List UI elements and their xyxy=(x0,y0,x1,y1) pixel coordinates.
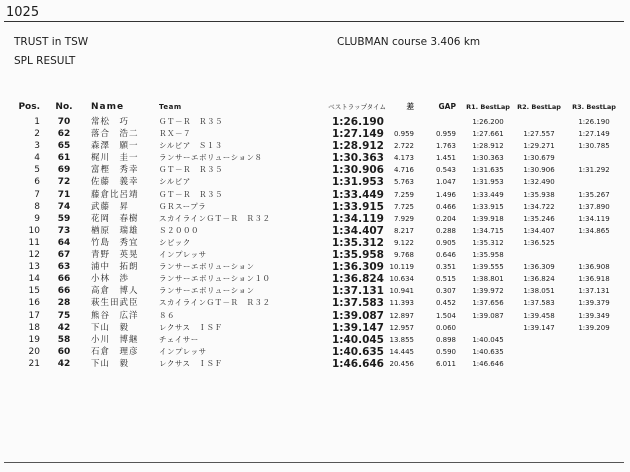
course-info: CLUBMAN course 3.406 km xyxy=(337,36,481,48)
table-row xyxy=(0,322,630,334)
cell-r3: 1:35.267 xyxy=(578,190,610,199)
cell-diff: 9.768 xyxy=(393,251,414,260)
cell-team: ＧＴ－Ｒ Ｒ３５ xyxy=(159,165,223,175)
cell-team: レクサス ＩＳＦ xyxy=(159,322,223,332)
cell-gap: 0.204 xyxy=(435,214,456,223)
cell-name: 下山 毅 xyxy=(91,322,130,333)
cell-best: 1:34.119 xyxy=(331,212,384,225)
cell-no: 72 xyxy=(57,177,71,188)
cell-best: 1:27.149 xyxy=(331,128,384,141)
cell-r1: 1:38.801 xyxy=(472,275,504,284)
cell-name: 森澤 願一 xyxy=(91,141,139,152)
table-row xyxy=(0,152,630,164)
cell-name: 楢原 瑞雄 xyxy=(91,225,139,236)
cell-gap: 0.959 xyxy=(435,130,456,139)
cell-pos: 20 xyxy=(28,346,40,357)
cell-team: シビック xyxy=(159,237,191,247)
cell-diff: 0.959 xyxy=(393,130,414,139)
table-row xyxy=(0,201,630,213)
cell-gap: 0.515 xyxy=(435,275,456,284)
cell-no: 75 xyxy=(57,310,71,321)
table-row xyxy=(0,164,630,176)
header-best-lap: ベストラップタイム xyxy=(328,103,386,111)
cell-name: 萩生田武臣 xyxy=(91,298,139,309)
cell-pos: 2 xyxy=(34,129,40,140)
cell-name: 浦中 拓朗 xyxy=(91,262,139,273)
cell-no: 62 xyxy=(57,129,71,140)
cell-best: 1:35.312 xyxy=(331,236,384,249)
cell-no: 67 xyxy=(57,250,71,261)
bottom-rule xyxy=(4,462,624,463)
cell-diff: 11.393 xyxy=(389,299,414,308)
cell-best: 1:39.147 xyxy=(331,321,384,334)
cell-pos: 13 xyxy=(28,262,40,273)
cell-r2: 1:35.246 xyxy=(523,214,555,223)
cell-r1: 1:39.972 xyxy=(472,287,504,296)
cell-pos: 10 xyxy=(28,225,40,236)
cell-r3: 1:30.785 xyxy=(578,142,610,151)
cell-diff: 13.855 xyxy=(389,335,414,344)
cell-pos: 14 xyxy=(28,274,40,285)
header-pos: Pos. xyxy=(18,102,40,112)
cell-gap: 1.504 xyxy=(435,311,456,320)
cell-r2: 1:34.722 xyxy=(523,202,555,211)
cell-team: ランサーエボリューション xyxy=(159,286,255,296)
cell-r2: 1:30.679 xyxy=(523,154,555,163)
cell-team: Ｓ２０００ xyxy=(159,225,199,235)
cell-name: 藤倉比呂靖 xyxy=(91,189,139,200)
cell-no: 42 xyxy=(57,358,71,369)
cell-best: 1:35.958 xyxy=(331,249,384,262)
cell-name: 常松 巧 xyxy=(91,117,130,127)
cell-no: 70 xyxy=(57,117,71,127)
cell-diff: 7.259 xyxy=(393,190,414,199)
cell-no: 28 xyxy=(57,298,71,309)
table-row xyxy=(0,213,630,225)
cell-no: 63 xyxy=(57,262,71,273)
cell-r1: 1:28.912 xyxy=(472,142,504,151)
cell-team: チェイサー xyxy=(159,334,199,344)
cell-r1: 1:34.715 xyxy=(472,226,504,235)
header-team: Team xyxy=(159,103,182,111)
cell-gap: 0.452 xyxy=(435,299,456,308)
results-table xyxy=(0,116,630,370)
cell-diff: 7.725 xyxy=(393,202,414,211)
table-row xyxy=(0,346,630,358)
cell-pos: 18 xyxy=(28,322,40,333)
cell-r3: 1:36.918 xyxy=(578,275,610,284)
cell-diff: 10.941 xyxy=(389,287,414,296)
cell-team: ＧＲスープラ xyxy=(159,201,207,211)
cell-best: 1:28.912 xyxy=(331,140,384,153)
cell-r1: 1:35.958 xyxy=(472,251,504,260)
cell-name: 下山 毅 xyxy=(91,358,130,369)
cell-no: 60 xyxy=(57,346,71,357)
table-row xyxy=(0,249,630,261)
cell-name: 梶川 圭一 xyxy=(91,153,139,164)
cell-r2: 1:35.938 xyxy=(523,190,555,199)
cell-diff: 20.456 xyxy=(389,359,414,368)
cell-team: インプレッサ xyxy=(159,346,207,356)
cell-diff: 12.897 xyxy=(389,311,414,320)
cell-diff: 7.929 xyxy=(393,214,414,223)
cell-pos: 5 xyxy=(34,165,40,176)
cell-name: 青野 英晃 xyxy=(91,250,139,261)
table-row xyxy=(0,273,630,285)
cell-diff: 9.122 xyxy=(393,238,414,247)
cell-gap: 0.060 xyxy=(435,323,456,332)
cell-r2: 1:36.525 xyxy=(523,238,555,247)
table-row xyxy=(0,261,630,273)
cell-r1: 1:37.656 xyxy=(472,299,504,308)
cell-best: 1:26.190 xyxy=(331,116,384,128)
cell-pos: 3 xyxy=(34,141,40,152)
cell-r3: 1:34.119 xyxy=(578,214,610,223)
cell-diff: 4.716 xyxy=(393,166,414,175)
cell-gap: 0.646 xyxy=(435,251,456,260)
cell-pos: 12 xyxy=(28,250,40,261)
cell-name: 石倉 理彦 xyxy=(91,346,139,357)
cell-name: 高倉 博人 xyxy=(91,286,139,297)
cell-gap: 0.307 xyxy=(435,287,456,296)
table-row xyxy=(0,128,630,140)
cell-no: 66 xyxy=(57,274,71,285)
cell-diff: 2.722 xyxy=(393,142,414,151)
cell-gap: 0.898 xyxy=(435,335,456,344)
header-r2: R2. BestLap xyxy=(517,103,561,111)
cell-name: 富樫 秀幸 xyxy=(91,165,139,176)
cell-gap: 6.011 xyxy=(435,359,456,368)
cell-no: 69 xyxy=(57,165,71,176)
cell-r1: 1:35.312 xyxy=(472,238,504,247)
cell-team: ＲＸ－７ xyxy=(159,129,191,139)
cell-pos: 8 xyxy=(34,201,40,212)
cell-gap: 0.351 xyxy=(435,263,456,272)
cell-team: レクサス ＩＳＦ xyxy=(159,358,223,368)
cell-gap: 1.451 xyxy=(435,154,456,163)
table-row xyxy=(0,358,630,370)
cell-team: ランサーエボリューション１０ xyxy=(159,274,271,284)
cell-name: 佐藤 義幸 xyxy=(91,177,139,188)
cell-name: 熊谷 広洋 xyxy=(91,310,139,321)
cell-best: 1:30.906 xyxy=(331,164,384,177)
cell-r1: 1:27.661 xyxy=(472,130,504,139)
header-diff: 差 xyxy=(406,102,414,111)
table-row xyxy=(0,285,630,297)
cell-r1: 1:40.635 xyxy=(472,347,504,356)
cell-r2: 1:37.583 xyxy=(523,299,555,308)
header-no: No. xyxy=(55,102,73,112)
cell-r1: 1:31.635 xyxy=(472,166,504,175)
table-row xyxy=(0,310,630,322)
table-row xyxy=(0,176,630,188)
cell-r1: 1:39.918 xyxy=(472,214,504,223)
cell-r2: 1:30.906 xyxy=(523,166,555,175)
cell-team: ランサーエボリューション８ xyxy=(159,153,263,163)
cell-pos: 19 xyxy=(28,334,40,345)
cell-no: 58 xyxy=(57,334,71,345)
cell-diff: 12.957 xyxy=(389,323,414,332)
cell-name: 小林 渉 xyxy=(91,274,130,285)
cell-pos: 16 xyxy=(28,298,40,309)
cell-r3: 1:36.908 xyxy=(578,263,610,272)
table-row xyxy=(0,140,630,152)
cell-diff: 10.634 xyxy=(389,275,414,284)
cell-gap: 0.905 xyxy=(435,238,456,247)
cell-r2: 1:34.407 xyxy=(523,226,555,235)
table-row xyxy=(0,116,630,128)
table-row xyxy=(0,297,630,309)
header-r3: R3. BestLap xyxy=(572,103,616,111)
cell-pos: 1 xyxy=(34,117,40,127)
cell-team: シルビア Ｓ１３ xyxy=(159,141,223,151)
table-header xyxy=(0,101,630,115)
cell-pos: 15 xyxy=(28,286,40,297)
cell-pos: 17 xyxy=(28,310,40,321)
cell-r2: 1:39.458 xyxy=(523,311,555,320)
cell-team: インプレッサ xyxy=(159,250,207,260)
cell-best: 1:40.635 xyxy=(331,345,384,358)
document-id: 1025 xyxy=(6,5,40,20)
cell-gap: 0.543 xyxy=(435,166,456,175)
table-row xyxy=(0,225,630,237)
cell-best: 1:34.407 xyxy=(331,224,384,237)
cell-r3: 1:31.292 xyxy=(578,166,610,175)
cell-best: 1:37.583 xyxy=(331,297,384,310)
cell-r2: 1:27.557 xyxy=(523,130,555,139)
cell-r1: 1:46.646 xyxy=(472,359,504,368)
cell-r3: 1:39.349 xyxy=(578,311,610,320)
cell-pos: 7 xyxy=(34,189,40,200)
result-title: SPL RESULT xyxy=(14,55,76,67)
cell-team: ＧＴ－Ｒ Ｒ３５ xyxy=(159,117,223,126)
cell-no: 61 xyxy=(57,153,71,164)
cell-no: 73 xyxy=(57,225,71,236)
cell-team: ８６ xyxy=(159,310,175,320)
table-row xyxy=(0,334,630,346)
cell-no: 42 xyxy=(57,322,71,333)
cell-gap: 1.047 xyxy=(435,178,456,187)
cell-r1: 1:39.555 xyxy=(472,263,504,272)
cell-best: 1:31.953 xyxy=(331,176,384,189)
cell-best: 1:46.646 xyxy=(331,357,384,370)
cell-no: 64 xyxy=(57,237,71,248)
cell-name: 花岡 春樹 xyxy=(91,213,139,224)
cell-r2: 1:32.490 xyxy=(523,178,555,187)
cell-team: シルビア xyxy=(159,177,191,187)
cell-r1: 1:31.953 xyxy=(472,178,504,187)
cell-pos: 4 xyxy=(34,153,40,164)
header-name: Name xyxy=(91,102,125,112)
cell-team: スカイラインＧＴ－Ｒ Ｒ３２ xyxy=(159,213,271,223)
cell-r3: 1:39.209 xyxy=(578,323,610,332)
cell-r3: 1:34.865 xyxy=(578,226,610,235)
cell-r2: 1:38.051 xyxy=(523,287,555,296)
cell-best: 1:33.915 xyxy=(331,200,384,213)
cell-best: 1:40.045 xyxy=(331,333,384,346)
cell-gap: 0.288 xyxy=(435,226,456,235)
cell-r3: 1:37.890 xyxy=(578,202,610,211)
cell-team: ＧＴ－Ｒ Ｒ３５ xyxy=(159,189,223,199)
cell-r3: 1:26.190 xyxy=(578,118,610,126)
cell-pos: 6 xyxy=(34,177,40,188)
cell-r2: 1:36.309 xyxy=(523,263,555,272)
cell-best: 1:39.087 xyxy=(331,309,384,322)
header-r1: R1. BestLap xyxy=(466,103,510,111)
cell-diff: 4.173 xyxy=(393,154,414,163)
table-row xyxy=(0,189,630,201)
cell-r1: 1:39.087 xyxy=(472,311,504,320)
cell-best: 1:36.824 xyxy=(331,273,384,286)
cell-r1: 1:30.363 xyxy=(472,154,504,163)
cell-r2: 1:39.147 xyxy=(523,323,555,332)
cell-best: 1:36.309 xyxy=(331,261,384,274)
cell-r2: 1:36.824 xyxy=(523,275,555,284)
top-rule xyxy=(4,21,624,22)
cell-pos: 9 xyxy=(34,213,40,224)
cell-no: 66 xyxy=(57,286,71,297)
cell-gap: 1.496 xyxy=(435,190,456,199)
cell-diff: 14.445 xyxy=(389,347,414,356)
cell-no: 71 xyxy=(57,189,71,200)
cell-r2: 1:29.271 xyxy=(523,142,555,151)
cell-best: 1:30.363 xyxy=(331,152,384,165)
cell-name: 竹島 秀宜 xyxy=(91,237,139,248)
cell-no: 59 xyxy=(57,213,71,224)
header-gap: GAP xyxy=(438,102,456,111)
cell-diff: 8.217 xyxy=(393,226,414,235)
cell-gap: 0.590 xyxy=(435,347,456,356)
cell-r3: 1:39.379 xyxy=(578,299,610,308)
cell-r3: 1:27.149 xyxy=(578,130,610,139)
cell-best: 1:37.131 xyxy=(331,285,384,298)
cell-best: 1:33.449 xyxy=(331,188,384,201)
cell-r3: 1:37.131 xyxy=(578,287,610,296)
cell-diff: 10.119 xyxy=(389,263,414,272)
cell-name: 落合 浩二 xyxy=(91,129,139,140)
cell-name: 小川 博継 xyxy=(91,334,139,345)
cell-pos: 21 xyxy=(28,358,40,369)
table-row xyxy=(0,237,630,249)
cell-no: 74 xyxy=(57,201,71,212)
event-title: TRUST in TSW xyxy=(14,36,89,48)
cell-team: スカイラインＧＴ－Ｒ Ｒ３２ xyxy=(159,298,271,308)
cell-r1: 1:33.915 xyxy=(472,202,504,211)
cell-gap: 0.466 xyxy=(435,202,456,211)
cell-r1: 1:40.045 xyxy=(472,335,504,344)
cell-r1: 1:33.449 xyxy=(472,190,504,199)
cell-team: ランサーエボリューション xyxy=(159,262,255,272)
cell-diff: 5.763 xyxy=(393,178,414,187)
cell-no: 65 xyxy=(57,141,71,152)
cell-pos: 11 xyxy=(28,237,40,248)
cell-gap: 1.763 xyxy=(435,142,456,151)
cell-r1: 1:26.200 xyxy=(472,118,504,126)
cell-name: 武藤 昇 xyxy=(91,201,130,212)
